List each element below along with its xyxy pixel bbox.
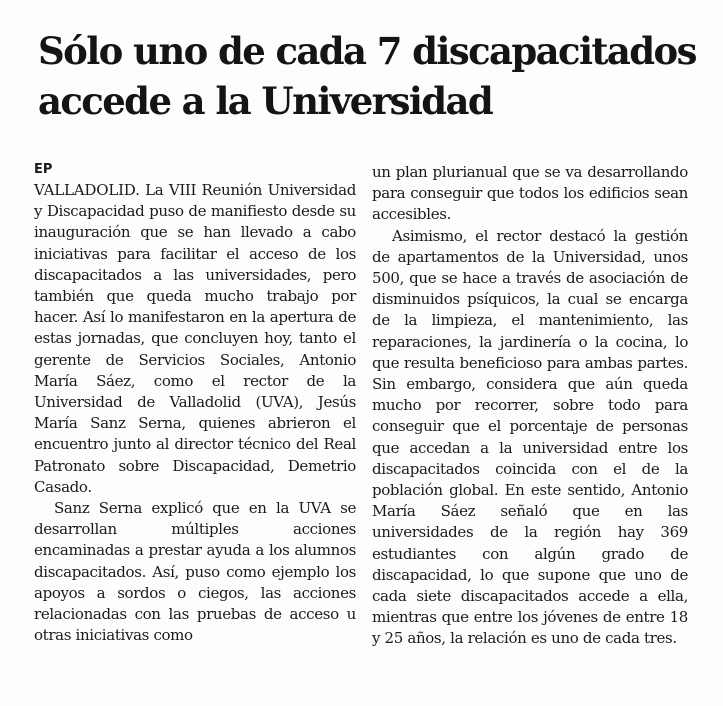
article-paragraph: un plan plurianual que se va desarrollando para conseguir que todos los edificios sean accesibles.	[372, 163, 688, 224]
article-paragraph: Sanz Serna explicó que en la UVA se desarrollan múltiples acciones encaminadas a prestar ayuda a los alumnos discapacitados. Así, puso como ejemplo los apoyos a sordos o ciegos, las acciones relacionadas con las pruebas de acceso u otras iniciativas como	[34, 499, 356, 645]
article-paragraph	[34, 180, 356, 498]
article-column-right	[372, 162, 688, 650]
article-headline: Sólo uno de cada 7 discapacitados accede a la Universidad	[38, 29, 696, 123]
article-byline: EP	[34, 162, 53, 177]
article-dateline: VALLADOLID.	[34, 181, 140, 199]
article-column-left	[34, 160, 356, 646]
paragraph-text: La VIII Reunión Universidad y Discapacidad puso de manifiesto desde su inauguración que se han llevado a cabo iniciativas para facilitar el acceso de los discapacitados a las universidades, pero también que queda mucho trabajo por hacer. Así lo manifestaron en la apertura de estas jornadas, que concluyen hoy, tanto el gerente de Servicios Sociales, Antonio María Sáez, como el rector de la Universidad de Valladolid (UVA), Jesús María Sanz Serna, quienes abrieron el encuentro junto al director técnico del Real Patronato sobre Discapacidad, Demetrio Casado.	[34, 181, 356, 496]
article-paragraph: Asimismo, el rector destacó la gestión de apartamentos de la Universidad, unos 500, que se hace a través de asociación de disminuidos psíquicos, la cual se encarga de la limpieza, el mantenimiento, las reparaciones, la jardinería o la cocina, lo que resulta beneficioso para ambas partes. Sin embargo, considera que aún queda mucho por recorrer, sobre todo para conseguir que el porcentaje de personas que accedan a la universidad entre los discapacitados coincida con el de la población global. En este sentido, Antonio María Sáez señaló que en las universidades de la región hay 369 estudiantes con algún grado de discapacidad, lo que supone que uno de cada siete discapacitados accede a ella, mientras que entre los jóvenes de entre 18 y 25 años, la relación es uno de cada tres.	[372, 226, 688, 648]
